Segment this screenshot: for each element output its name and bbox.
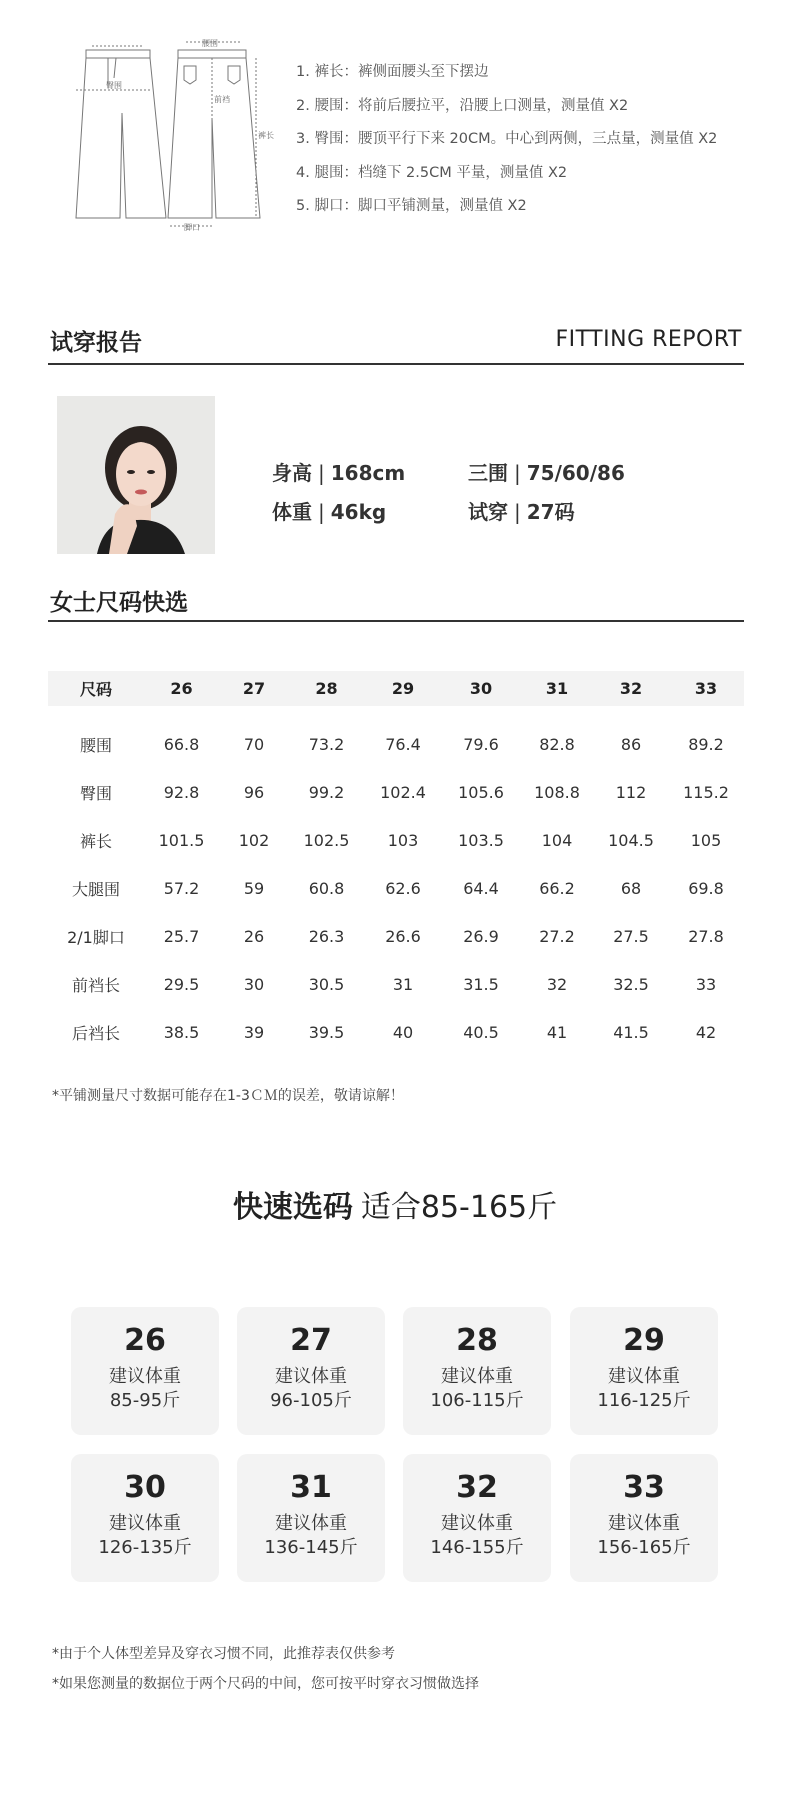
table-cell: 31 [392, 974, 414, 994]
table-cell: 59 [243, 878, 265, 898]
size-card-32 [403, 1454, 551, 1582]
size-card-size: 33 [623, 1470, 665, 1505]
table-cell: 26.6 [385, 926, 421, 946]
model-weight-value: 46kg [330, 500, 387, 524]
size-card-29 [570, 1307, 718, 1435]
size-card-26 [71, 1307, 219, 1435]
size-card-size: 26 [124, 1323, 166, 1358]
size-card-label: 建议体重 [441, 1366, 513, 1387]
table-cell: 臀围 [79, 783, 112, 803]
model-tried-size-label: 试穿 [468, 500, 508, 524]
table-header-cell: 27 [219, 671, 289, 706]
section-divider [48, 620, 744, 622]
table-row [48, 816, 744, 864]
front-rise-label: 前裆 [214, 95, 230, 104]
table-header-cell: 26 [144, 671, 219, 706]
table-cell: 82.8 [539, 734, 575, 754]
table-header-cell: 28 [289, 671, 364, 706]
measure-item-hem: 5. 脚口：脚口平铺测量，测量值 X2 [296, 198, 527, 214]
model-measurements: 三围 | 75/60/86 [468, 461, 625, 485]
size-card-range: 106-115斤 [430, 1390, 524, 1411]
size-card-label: 建议体重 [275, 1513, 347, 1534]
measure-item-waist: 2. 腰围：将前后腰拉平，沿腰上口测量，测量值 X2 [296, 97, 629, 114]
between-sizes-note: *如果您测量的数据位于两个尺码的中间，您可按平时穿衣习惯做选择 [52, 1676, 479, 1692]
size-card-label: 建议体重 [608, 1513, 680, 1534]
table-header-cell: 29 [364, 671, 442, 706]
size-card-label: 建议体重 [109, 1513, 181, 1534]
model-weight-label: 体重 [272, 500, 312, 524]
measure-item-thigh: 4. 腿围：档缝下 2.5CM 平量，测量值 X2 [296, 164, 568, 181]
table-cell: 76.4 [385, 734, 421, 754]
size-card-label: 建议体重 [441, 1513, 513, 1534]
table-cell: 104.5 [608, 830, 654, 850]
reference-disclaimer-note: *由于个人体型差异及穿衣习惯不同，此推荐表仅供参考 [52, 1646, 395, 1662]
size-card-30 [71, 1454, 219, 1582]
size-card-size: 30 [124, 1470, 166, 1505]
model-avatar [57, 396, 215, 554]
table-cell: 39 [243, 1022, 265, 1042]
table-cell: 96 [243, 782, 265, 802]
size-card-label: 建议体重 [608, 1366, 680, 1387]
table-cell: 40.5 [463, 1022, 499, 1042]
size-card-size: 29 [623, 1323, 665, 1358]
size-card-range: 156-165斤 [597, 1537, 691, 1558]
size-card-size: 27 [290, 1323, 332, 1358]
size-card-range: 96-105斤 [270, 1390, 352, 1411]
table-cell: 64.4 [463, 878, 499, 898]
table-cell: 32.5 [613, 974, 649, 994]
table-cell: 99.2 [308, 782, 345, 802]
table-cell: 31.5 [463, 974, 499, 994]
table-cell: 29.5 [163, 974, 200, 994]
table-cell: 57.2 [163, 878, 200, 898]
size-card-size: 32 [456, 1470, 498, 1505]
table-cell: 70 [243, 734, 265, 754]
table-cell: 89.2 [688, 734, 724, 754]
size-card-33 [570, 1454, 718, 1582]
table-cell: 33 [695, 974, 717, 994]
size-chart-title: 女士尺码快选 [50, 590, 188, 616]
measure-item-hip: 3. 臀围：腰顶平行下来 20CM。中心到两侧，三点量，测量值 X2 [296, 131, 718, 147]
table-cell: 2/1脚口 [67, 927, 125, 947]
hip-label: 臀围 [106, 81, 122, 90]
model-tried-size: 试穿 | 27码 [468, 500, 575, 524]
table-header-cell: 31 [520, 671, 594, 706]
table-row [48, 706, 744, 768]
hem-label: 脚口 [184, 223, 200, 232]
table-header-cell: 32 [594, 671, 668, 706]
size-card-27 [237, 1307, 385, 1435]
table-cell: 102.5 [303, 830, 350, 850]
table-row [48, 768, 744, 816]
table-row [48, 1008, 744, 1056]
table-cell: 102 [238, 830, 270, 850]
table-cell: 大腿围 [71, 879, 120, 899]
table-cell: 68 [620, 878, 642, 898]
table-cell: 26.9 [463, 926, 499, 946]
table-row [48, 912, 744, 960]
table-row [48, 864, 744, 912]
table-cell: 26.3 [308, 926, 345, 946]
table-cell: 108.8 [534, 782, 580, 802]
table-header-cell: 33 [668, 671, 744, 706]
model-height: 身高 | 168cm [272, 461, 406, 485]
table-cell: 66.8 [163, 734, 200, 754]
table-cell: 73.2 [308, 734, 345, 754]
quick-pick-title-bold: 快速选码 [232, 1190, 353, 1225]
table-cell: 92.8 [163, 782, 200, 802]
size-card-28 [403, 1307, 551, 1435]
table-cell: 27.8 [688, 926, 724, 946]
table-cell: 40 [392, 1022, 414, 1042]
table-cell: 102.4 [380, 782, 426, 802]
table-cell: 27.2 [539, 926, 575, 946]
size-card-range: 136-145斤 [264, 1537, 358, 1558]
model-weight: 体重 | 46kg [272, 500, 387, 524]
table-cell: 39.5 [308, 1022, 345, 1042]
model-height-value: 168cm [330, 461, 406, 485]
table-cell: 腰围 [79, 735, 112, 755]
size-card-label: 建议体重 [109, 1366, 181, 1387]
table-cell: 62.6 [385, 878, 421, 898]
table-cell: 26 [243, 926, 265, 946]
model-measurements-value: 75/60/86 [526, 461, 625, 485]
table-header-cell: 30 [442, 671, 520, 706]
table-cell: 前裆长 [71, 975, 120, 995]
table-cell: 101.5 [158, 830, 205, 850]
table-cell: 103.5 [458, 830, 504, 850]
pants-measurement-diagram [70, 38, 274, 233]
table-cell: 30.5 [308, 974, 345, 994]
table-cell: 30 [243, 974, 265, 994]
table-cell: 32 [546, 974, 568, 994]
table-cell: 79.6 [463, 734, 499, 754]
table-cell: 60.8 [308, 878, 345, 898]
table-cell: 41 [546, 1022, 568, 1042]
pants-outline-icon [70, 38, 274, 233]
table-cell: 25.7 [163, 926, 200, 946]
size-card-size: 31 [290, 1470, 332, 1505]
quick-pick-title [0, 1182, 790, 1226]
size-table-header-row [48, 671, 744, 706]
table-cell: 105 [690, 830, 722, 850]
size-table [48, 671, 744, 1056]
size-card-range: 116-125斤 [597, 1390, 691, 1411]
model-tried-size-value: 27码 [526, 500, 575, 524]
section-divider [48, 363, 744, 365]
table-cell: 105.6 [458, 782, 504, 802]
length-label: 裤长 [258, 131, 274, 140]
table-cell: 115.2 [683, 782, 729, 802]
table-cell: 42 [695, 1022, 717, 1042]
table-cell: 后裆长 [71, 1023, 120, 1043]
table-cell: 86 [620, 734, 642, 754]
model-portrait-icon [57, 396, 215, 554]
table-cell: 104 [541, 830, 573, 850]
size-card-31 [237, 1454, 385, 1582]
table-header-cell: 尺码 [48, 671, 144, 706]
size-card-range: 146-155斤 [430, 1537, 524, 1558]
measurement-error-note: *平铺测量尺寸数据可能存在1-3ＣＭ的误差，敬请谅解！ [52, 1088, 404, 1104]
waist-label: 腰围 [202, 39, 218, 48]
table-cell: 112 [615, 782, 647, 802]
table-cell: 103 [387, 830, 419, 850]
table-cell: 裤长 [79, 831, 112, 851]
table-cell: 38.5 [163, 1022, 200, 1042]
measurement-instructions [296, 60, 766, 228]
size-card-size: 28 [456, 1323, 498, 1358]
size-card-range: 85-95斤 [109, 1390, 181, 1411]
fitting-report-title-en: FITTING REPORT [555, 327, 742, 352]
table-cell: 41.5 [613, 1022, 649, 1042]
measure-item-length: 1. 裤长：裤侧面腰头至下摆边 [296, 64, 489, 80]
size-card-range: 126-135斤 [98, 1537, 192, 1558]
model-height-label: 身高 [272, 461, 312, 485]
fitting-report-title: 试穿报告 [50, 330, 142, 356]
model-measurements-label: 三围 [468, 461, 508, 485]
table-cell: 69.8 [688, 878, 724, 898]
quick-pick-title-range: 适合85-165斤 [360, 1190, 558, 1225]
table-cell: 27.5 [613, 926, 649, 946]
table-row [48, 960, 744, 1008]
size-card-label: 建议体重 [275, 1366, 347, 1387]
table-cell: 66.2 [539, 878, 575, 898]
